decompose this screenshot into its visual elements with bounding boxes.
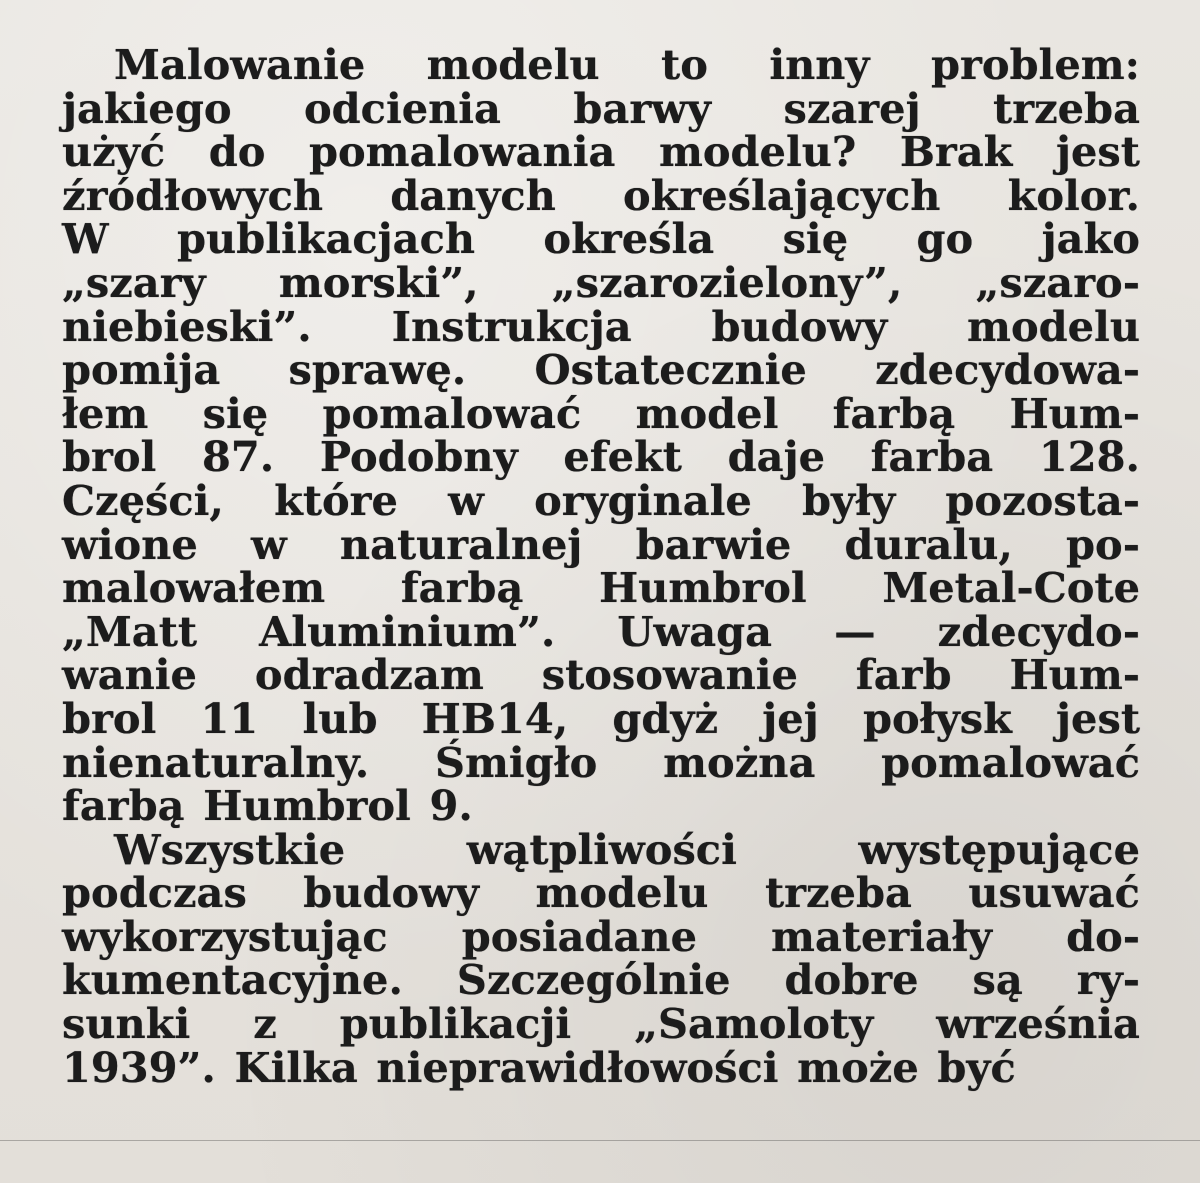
page-edge-divider [0, 1140, 1200, 1141]
text-line: źródłowych danych określających kolor. [62, 170, 1140, 220]
text-line: farbą Humbrol 9. [62, 781, 473, 831]
text-line: wione w naturalnej barwie duralu, po- [62, 519, 1140, 569]
text-line: brol 87. Podobny efekt daje farba 128. [62, 432, 1140, 482]
text-line: użyć do pomalowania modelu? Brak jest [62, 127, 1140, 177]
text-line: Malowanie modelu to inny problem: [114, 40, 1140, 89]
text-line: sunki z publikacji „Samoloty września [62, 999, 1140, 1049]
text-line: podczas budowy modelu trzeba usuwać [62, 868, 1140, 918]
text-line: pomija sprawę. Ostatecznie zdecydowa- [62, 345, 1140, 395]
text-line: nienaturalny. Śmigło można pomalować [62, 737, 1140, 787]
text-line: W publikacjach określa się go jako [62, 214, 1140, 264]
text-line: jakiego odcienia barwy szarej trzeba [62, 83, 1140, 133]
text-line: „szary morski”, „szarozielony”, „szaro- [62, 257, 1140, 307]
text-line: Części, które w oryginale były pozosta- [62, 475, 1140, 525]
article-text-column [62, 40, 1140, 1092]
text-line: „Matt Aluminium”. Uwaga — zdecydo- [62, 606, 1140, 656]
text-line: brol 11 lub HB14, gdyż jej połysk jest [62, 693, 1140, 743]
text-line: wykorzystując posiadane materiały do- [62, 911, 1140, 961]
text-line: niebieski”. Instrukcja budowy modelu [62, 301, 1140, 351]
text-line: Wszystkie wątpliwości występujące [114, 824, 1140, 874]
text-line: malowałem farbą Humbrol Metal-Cote [62, 563, 1140, 613]
text-line: kumentacyjne. Szczególnie dobre są ry- [62, 955, 1140, 1005]
text-line: łem się pomalować model farbą Hum- [62, 388, 1140, 438]
text-line: 1939”. Kilka nieprawidłowości może być [62, 1042, 1016, 1092]
text-line: wanie odradzam stosowanie farb Hum- [62, 650, 1140, 700]
